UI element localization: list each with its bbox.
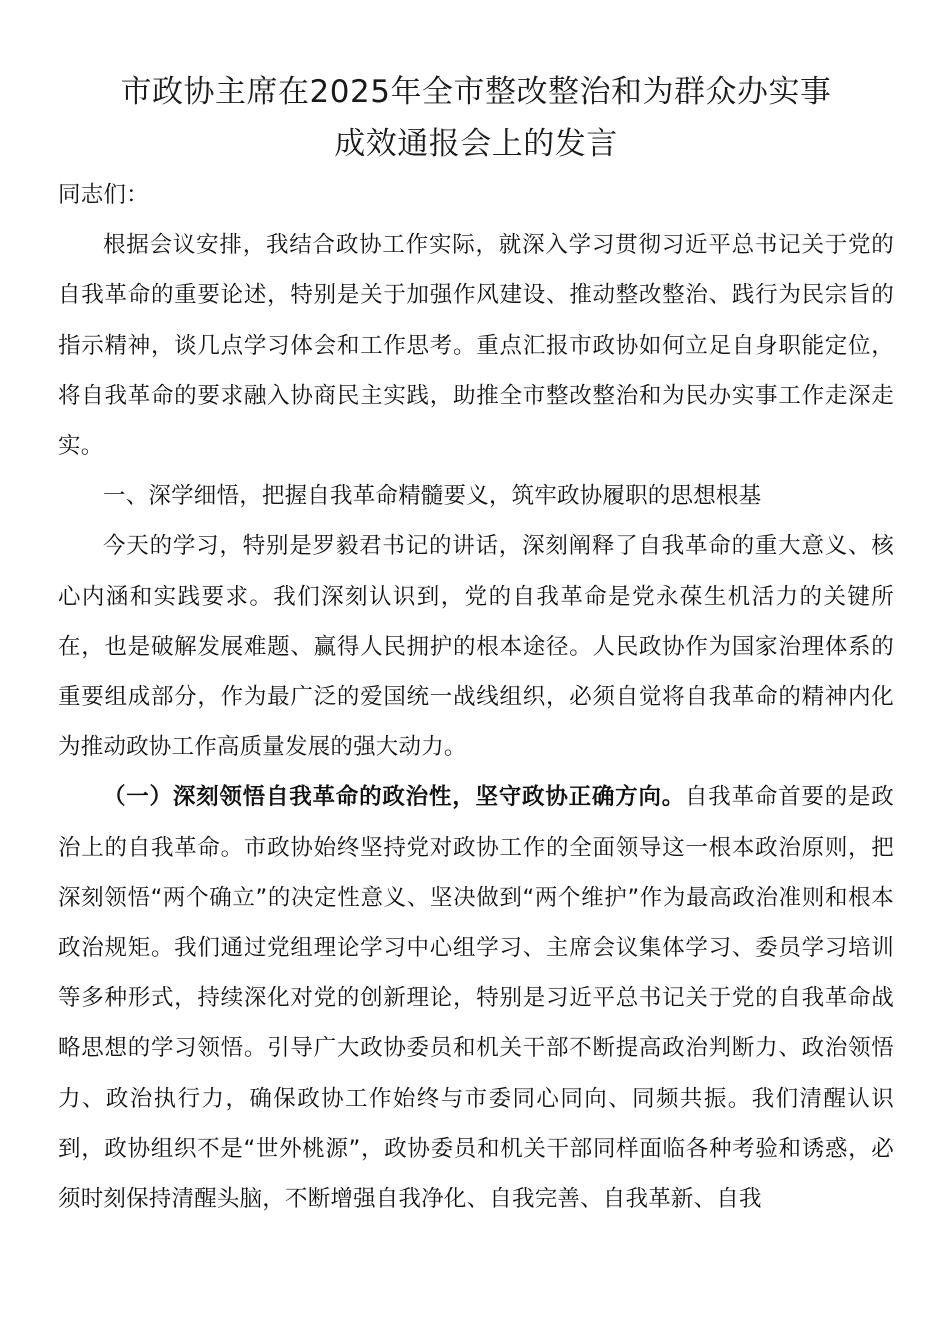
subsection-1-body: 自我革命首要的是政治上的自我革命。市政协始终坚持党对政协工作的全面领导这一根本政治原则，把深刻领悟“两个确立”的决定性意义、坚决做到“两个维护”作为最高政治准则和根本政治规矩。我们通过党组理论学习中心组学习、主席会议集体学习、委员学习培训等多种形式，持续深化对党的创新理论，特别是习近平总书记关于党的自我革命战略思想的学习领悟。引导广大政协委员和机关干部不断提高政治判断力、政治领悟力、政治执行力，确保政协工作始终与市委同心同向、同频共振。我们清醒认识到，政协组织不是“世外桃源”，政协委员和机关干部同样面临各种考验和诱惑，必须时刻保持清醒头脑，不断增强自我净化、自我完善、自我革新、自我 (58, 784, 894, 1213)
subsection-1-paragraph (58, 772, 894, 1224)
salutation: 同志们： (58, 182, 149, 208)
document-page (58, 66, 894, 1224)
section-1-heading: 一、深学细悟，把握自我革命精髓要义，筑牢政协履职的思想根基 (103, 483, 762, 510)
title-line-2: 成效通报会上的发言 (334, 126, 618, 162)
document-title (58, 66, 894, 170)
subsection-1-heading: （一）深刻领悟自我革命的政治性，坚守政协正确方向。 (103, 784, 686, 811)
intro-paragraph: 根据会议安排，我结合政协工作实际，就深入学习贯彻习近平总书记关于党的自我革命的重要论述，特别是关于加强作风建设、推动整改整治、践行为民宗旨的指示精神，谈几点学习体会和工作思考。重点汇报市政协如何立足自身职能定位，将自我革命的要求融入协商民主实践，助推全市整改整治和为民办实事工作走深走实。 (58, 232, 894, 460)
section-1-paragraph: 今天的学习，特别是罗毅君书记的讲话，深刻阐释了自我革命的重大意义、核心内涵和实践要求。我们深刻认识到，党的自我革命是党永葆生机活力的关键所在，也是破解发展难题、赢得人民拥护的根本途径。人民政协作为国家治理体系的重要组成部分，作为最广泛的爱国统一战线组织，必须自觉将自我革命的精神内化为推动政协工作高质量发展的强大动力。 (58, 533, 894, 761)
title-line-1: 市政协主席在2025年全市整改整治和为群众办实事 (120, 74, 832, 110)
